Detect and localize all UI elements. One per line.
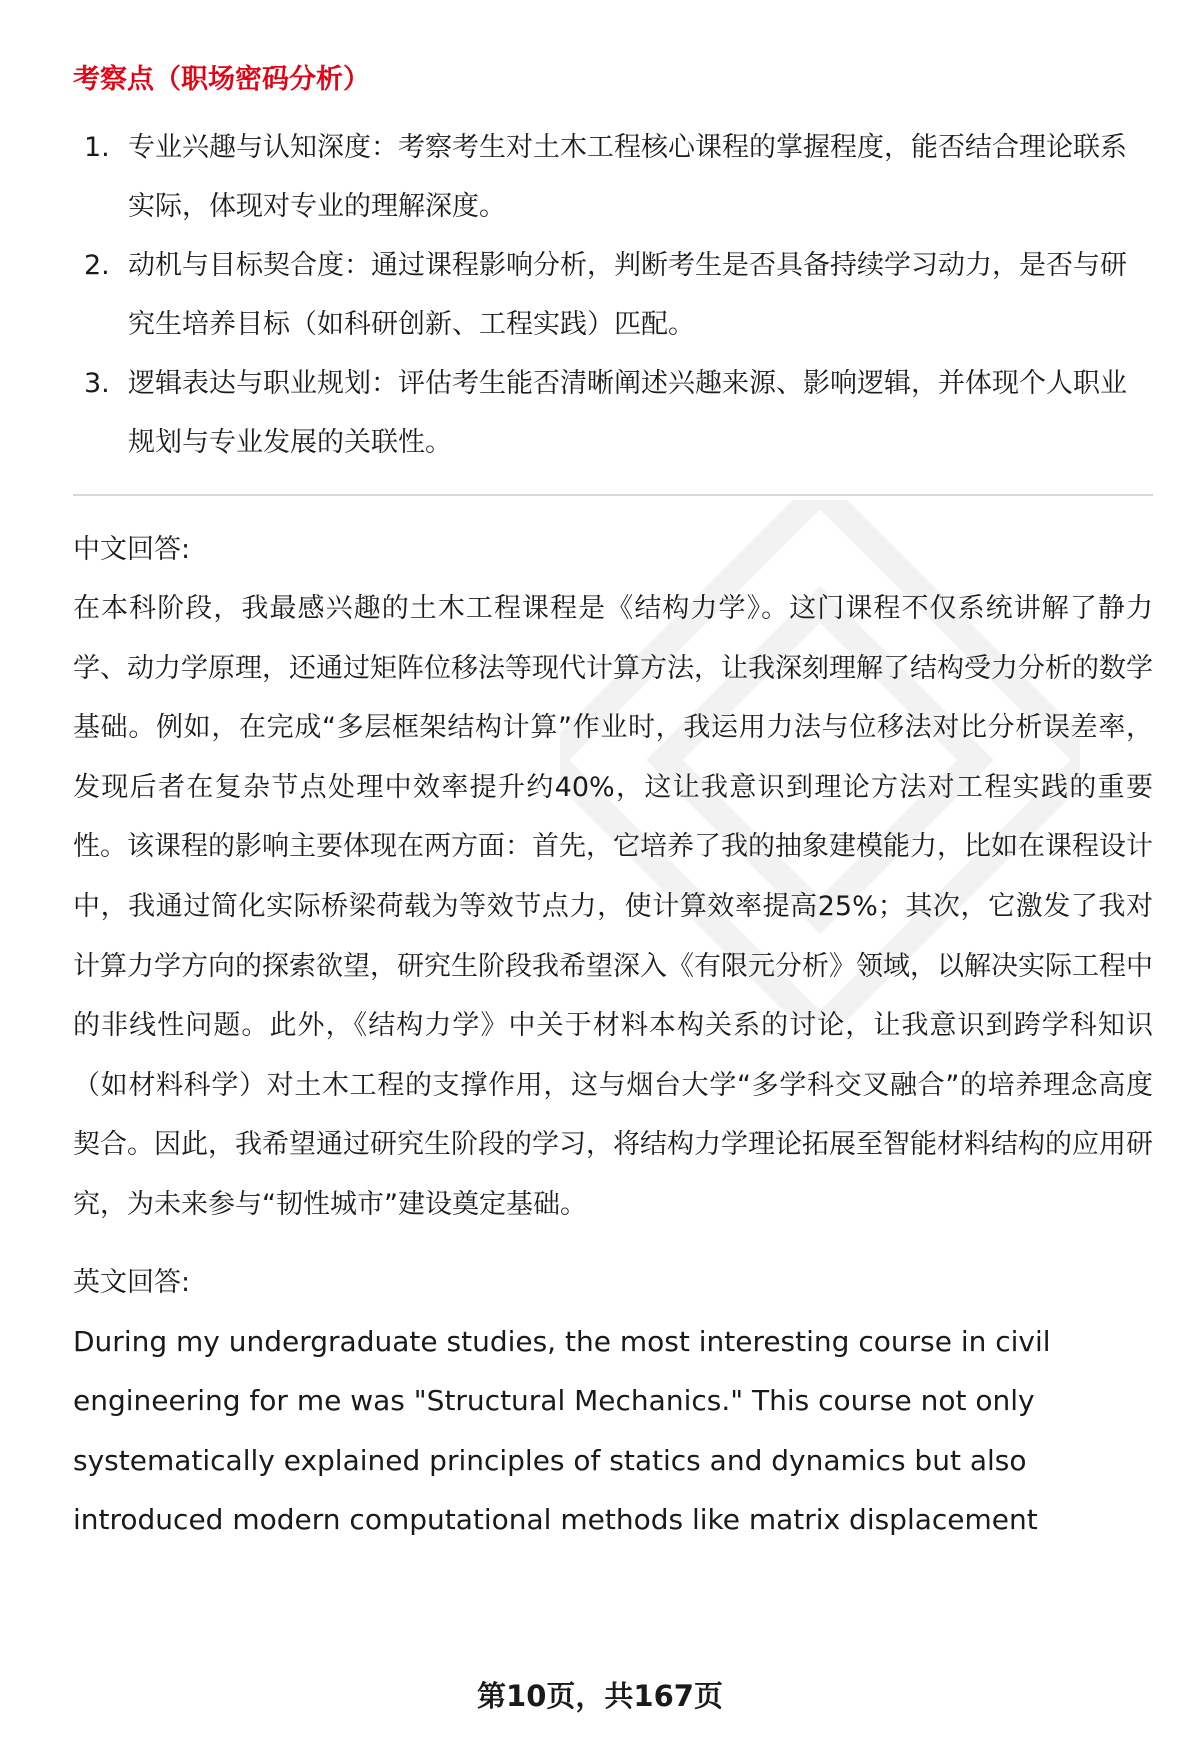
english-answer-text [73, 1312, 1153, 1550]
english-answer-line: introduced modern computational methods like matrix displacement [73, 1503, 1038, 1537]
english-answer-line: engineering for me was "Structural Mechanics." This course not only [73, 1384, 1035, 1418]
list-item-number: 2. [84, 250, 110, 281]
section-title: 考察点（职场密码分析） [73, 64, 370, 95]
english-answer-label: 英文回答: [73, 1266, 191, 1298]
list-item-text: 逻辑表达与职业规划：评估考生能否清晰阐述兴趣来源、影响逻辑，并体现个人职业规划与专业发展的关联性。 [128, 368, 1127, 458]
chinese-answer-text: 在本科阶段，我最感兴趣的土木工程课程是《结构力学》。这门课程不仅系统讲解了静力学、动力学原理，还通过矩阵位移法等现代计算方法，让我深刻理解了结构受力分析的数学基础。例如，在完成“多层框架结构计算”作业时，我运用力法与位移法对比分析误差率，发现后者在复杂节点处理中效率提升约40%，这让我意识到理论方法对工程实践的重要性。该课程的影响主要体现在两方面：首先，它培养了我的抽象建模能力，比如在课程设计中，我通过简化实际桥梁荷载为等效节点力，使计算效率提高25%；其次，它激发了我对计算力学方向的探索欲望，研究生阶段我希望深入《有限元分析》领域，以解决实际工程中的非线性问题。此外，《结构力学》中关于材料本构关系的讨论，让我意识到跨学科知识（如材料科学）对土木工程的支撑作用，这与烟台大学“多学科交叉融合”的培养理念高度契合。因此，我希望通过研究生阶段的学习，将结构力学理论拓展至智能材料结构的应用研究，为未来参与“韧性城市”建设奠定基础。 [73, 593, 1153, 1220]
list-item [73, 354, 1153, 472]
chinese-answer-label: 中文回答: [73, 534, 191, 565]
list-item [73, 236, 1153, 354]
list-item-number: 1. [84, 132, 110, 163]
list-item-number: 3. [84, 368, 110, 399]
list-item-text: 动机与目标契合度：通过课程影响分析，判断考生是否具备持续学习动力，是否与研究生培养目标（如科研创新、工程实践）匹配。 [128, 250, 1127, 340]
list-item-text: 专业兴趣与认知深度：考察考生对土木工程核心课程的掌握程度，能否结合理论联系实际，体现对专业的理解深度。 [128, 132, 1127, 222]
page-number-footer: 第10页，共167页 [477, 1679, 723, 1713]
assessment-points-list [73, 118, 1153, 472]
list-item [73, 118, 1153, 236]
divider [73, 494, 1153, 496]
english-answer-line: systematically explained principles of statics and dynamics but also [73, 1443, 1027, 1477]
english-answer-line: During my undergraduate studies, the most interesting course in civil [73, 1324, 1051, 1358]
